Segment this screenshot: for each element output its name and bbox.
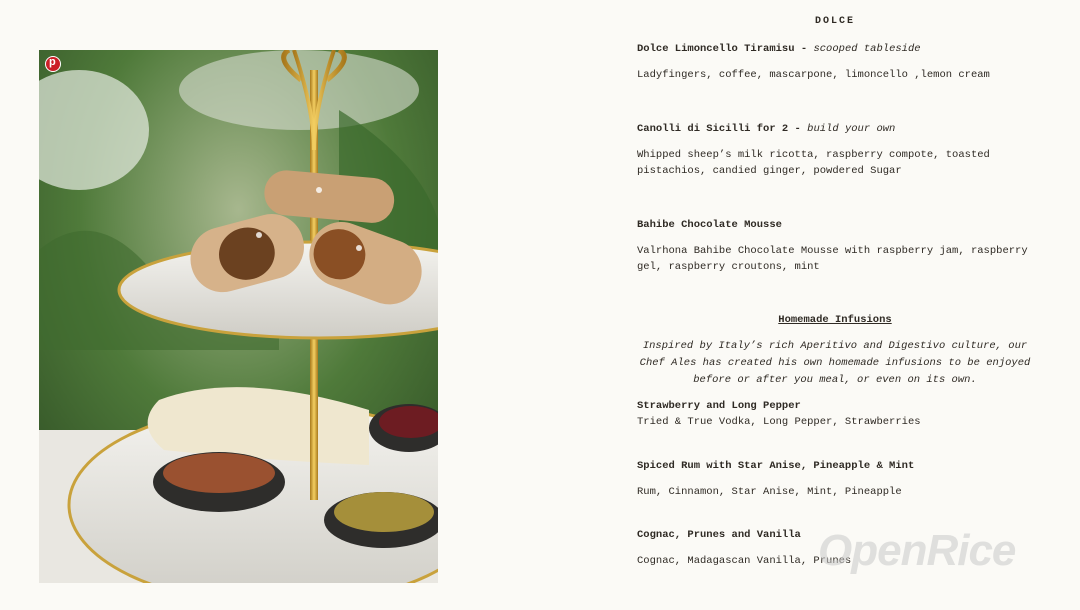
- menu-item: [637, 41, 1037, 83]
- drink-item: [637, 458, 1037, 500]
- drink-desc: Rum, Cinnamon, Star Anise, Mint, Pineapple: [637, 486, 902, 498]
- drink-desc: Cognac, Madagascan Vanilla, Prunes: [637, 555, 852, 567]
- pinterest-icon[interactable]: [45, 56, 61, 72]
- infusions-title: Homemade Infusions: [778, 314, 892, 326]
- item-desc: Valrhona Bahibe Chocolate Mousse with raspberry jam, raspberry gel, raspberry croutons, mint: [637, 245, 1028, 273]
- item-desc: Whipped sheep’s milk ricotta, raspberry compote, toasted pistachios, candied ginger, powdered Sugar: [637, 149, 990, 177]
- drink-name: Spiced Rum with Star Anise, Pineapple & Mint: [637, 460, 915, 472]
- openrice-watermark: OpenRice: [818, 526, 1016, 575]
- drink-name: Cognac, Prunes and Vanilla: [637, 529, 801, 541]
- drink-item: [637, 398, 1037, 430]
- item-desc: Ladyfingers, coffee, mascarpone, limoncello ,lemon cream: [637, 69, 990, 81]
- drink-name: Strawberry and Long Pepper: [637, 400, 801, 412]
- item-name: Dolce Limoncello Tiramisu - scooped tableside: [637, 43, 921, 55]
- section-title: DOLCE: [814, 16, 855, 27]
- drink-desc: Tried & True Vodka, Long Pepper, Strawberries: [637, 416, 921, 428]
- item-name: Bahibe Chocolate Mousse: [637, 219, 782, 231]
- dessert-photo: [39, 50, 438, 583]
- item-name: Canolli di Sicilli for 2 - build your own: [637, 123, 896, 135]
- infusions-intro: Inspired by Italy’s rich Aperitivo and Digestivo culture, our Chef Ales has created his own homemade infusions to be enjoyed before or after you meal, or even on its own.: [639, 340, 1031, 386]
- menu-item: [637, 217, 1037, 275]
- menu-item: [637, 121, 1037, 179]
